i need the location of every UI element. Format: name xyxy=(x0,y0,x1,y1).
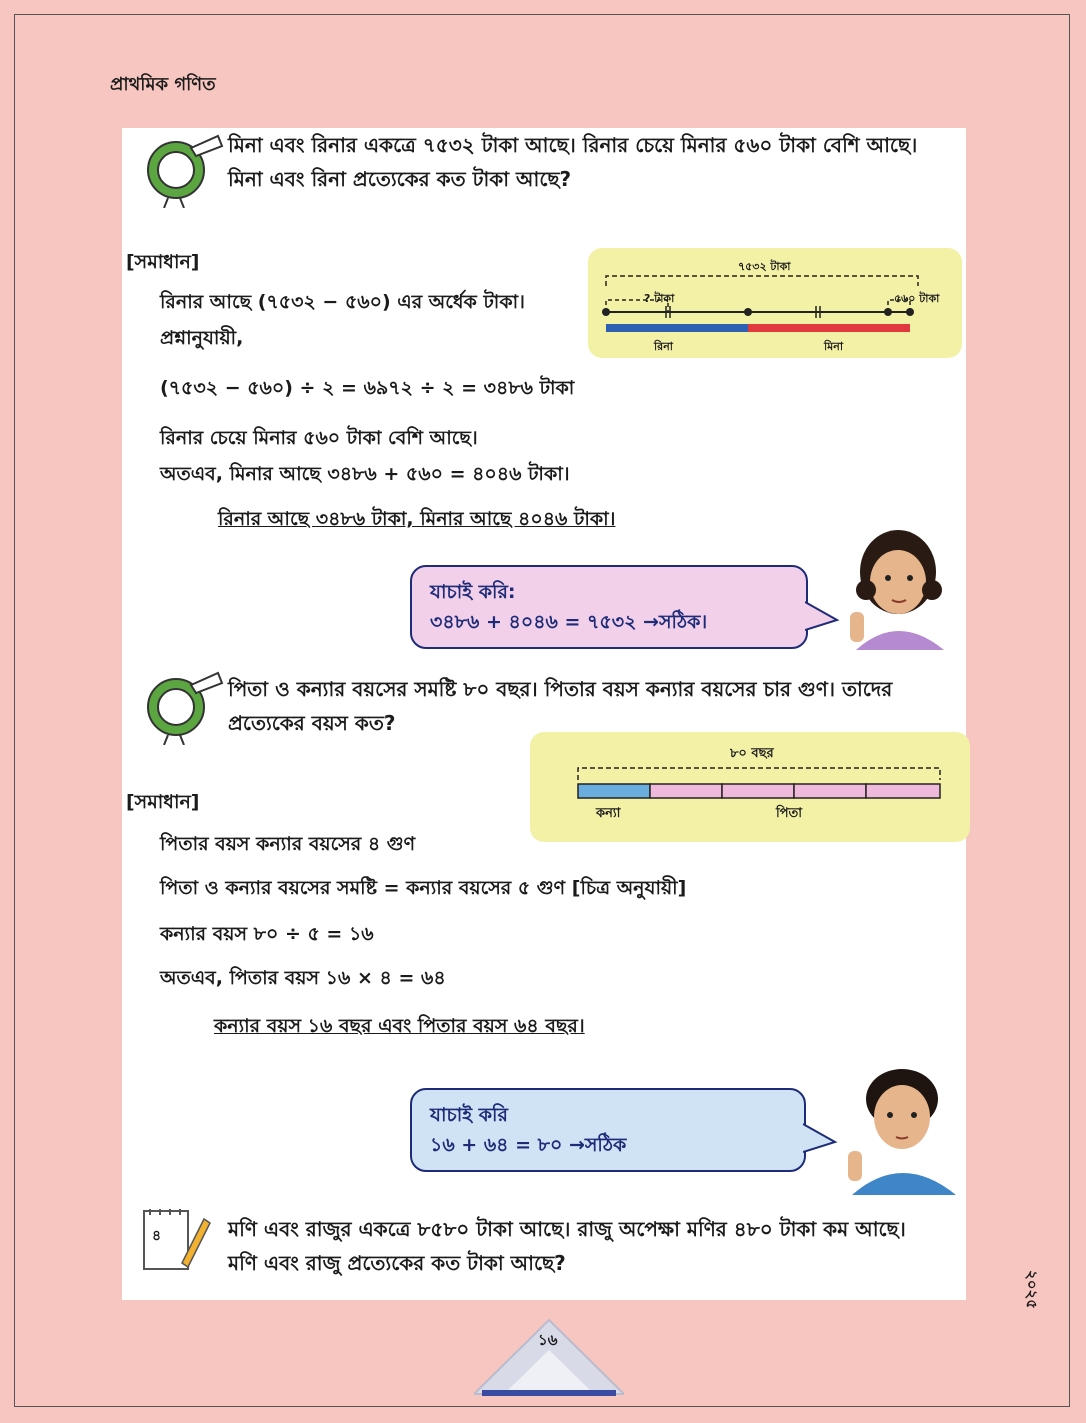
problem1-badge-icon xyxy=(136,128,226,208)
problem1-check-bubble xyxy=(410,565,808,649)
problem2-total-label: ৮০ বছর xyxy=(730,746,774,761)
problem1-total-label: ৭৫৩২ টাকা xyxy=(738,260,791,273)
problem2-check-bubble xyxy=(410,1088,806,1172)
father-bar-4 xyxy=(866,784,940,798)
exercise-text xyxy=(228,1212,968,1280)
problem2-tape-diagram xyxy=(530,732,970,842)
problem1-solution-heading: [সমাধান] xyxy=(126,251,200,273)
father-bar-1 xyxy=(650,784,722,798)
rina-bar xyxy=(606,324,748,332)
page-header: প্রাথমিক গণিত xyxy=(110,74,216,95)
problem1-text xyxy=(228,128,968,196)
exercise-line1: মণি এবং রাজুর একত্রে ৮৫৮০ টাকা আছে। রাজু অপেক্ষা মণির ৪৮০ টাকা কম আছে। xyxy=(228,1217,906,1241)
father-bar-2 xyxy=(722,784,794,798)
problem1-line1: মিনা এবং রিনার একত্রে ৭৫৩২ টাকা আছে। রিনার চেয়ে মিনার ৫৬০ টাকা বেশি আছে। xyxy=(228,133,918,157)
problem2-text xyxy=(228,672,968,740)
daughter-bar xyxy=(578,784,650,798)
problem1-step-3: (৭৫৩২ − ৫৬০) ÷ ২ = ৬৯৭২ ÷ ২ = ৩৪৮৬ টাকা xyxy=(160,377,575,399)
problem1-step-5: অতএব, মিনার আছে ৩৪৮৬ + ৫৬০ = ৪০৪৬ টাকা। xyxy=(160,463,570,485)
problem2-father-label: পিতা xyxy=(776,806,803,821)
problem2-daughter-label: কন্যা xyxy=(596,806,621,821)
problem1-left-name: রিনা xyxy=(654,340,673,353)
problem2-answer: কন্যার বয়স ১৬ বছর এবং পিতার বয়স ৬৪ বছর। xyxy=(214,1015,585,1037)
girl-illustration-icon xyxy=(832,520,962,650)
problem2-solution-heading: [সমাধান] xyxy=(126,791,200,813)
problem1-unknown-label: ? টাকা xyxy=(644,292,675,305)
problem1-diff-label: ৫৬০ টাকা xyxy=(894,292,940,305)
exercise-notepad-icon xyxy=(140,1205,212,1275)
problem2-line2: প্রত্যেকের বয়স কত? xyxy=(228,711,396,735)
problem2-line1: পিতা ও কন্যার বয়সের সমষ্টি ৮০ বছর। পিতার বয়স কন্যার বয়সের চার গুণ। তাদের xyxy=(228,677,893,701)
problem1-tape-diagram xyxy=(588,248,962,358)
problem2-step-4: অতএব, পিতার বয়স ১৬ × ৪ = ৬৪ xyxy=(160,967,446,989)
exercise-line2: মণি এবং রাজু প্রত্যেকের কত টাকা আছে? xyxy=(228,1251,566,1275)
problem1-step-2: প্রশ্নানুযায়ী, xyxy=(160,327,244,349)
page-number: ১৬ xyxy=(538,1331,558,1349)
problem1-step-1: রিনার আছে (৭৫৩২ − ৫৬০) এর অর্ধেক টাকা। xyxy=(160,291,525,313)
problem2-step-2: পিতা ও কন্যার বয়সের সমষ্টি = কন্যার বয়সের ৫ গুণ [চিত্র অনুযায়ী] xyxy=(160,877,687,899)
problem2-step-1: পিতার বয়স কন্যার বয়সের ৪ গুণ xyxy=(160,833,416,855)
side-page-number: ২০২৫ xyxy=(1023,1270,1041,1309)
boy-illustration-icon xyxy=(832,1055,972,1195)
father-bar-3 xyxy=(794,784,866,798)
mina-bar xyxy=(748,324,910,332)
problem1-answer: রিনার আছে ৩৪৮৬ টাকা, মিনার আছে ৪০৪৬ টাকা। xyxy=(218,508,616,530)
problem2-badge-icon xyxy=(136,665,226,745)
problem1-check-title: যাচাই করি: xyxy=(430,581,516,603)
problem1-right-name: মিনা xyxy=(824,340,844,353)
problem1-step-4: রিনার চেয়ে মিনার ৫৬০ টাকা বেশি আছে। xyxy=(160,427,478,449)
problem1-check-expr: ৩৪৮৬ + ৪০৪৬ = ৭৫৩২ →সঠিক। xyxy=(430,611,708,633)
problem1-line2: মিনা এবং রিনা প্রত্যেকের কত টাকা আছে? xyxy=(228,167,572,191)
exercise-badge-number: ৪ xyxy=(152,1228,162,1244)
problem2-check-expr: ১৬ + ৬৪ = ৮০ →সঠিক xyxy=(430,1134,627,1156)
problem2-step-3: কন্যার বয়স ৮০ ÷ ৫ = ১৬ xyxy=(160,923,374,945)
problem2-check-title: যাচাই করি xyxy=(430,1104,508,1126)
